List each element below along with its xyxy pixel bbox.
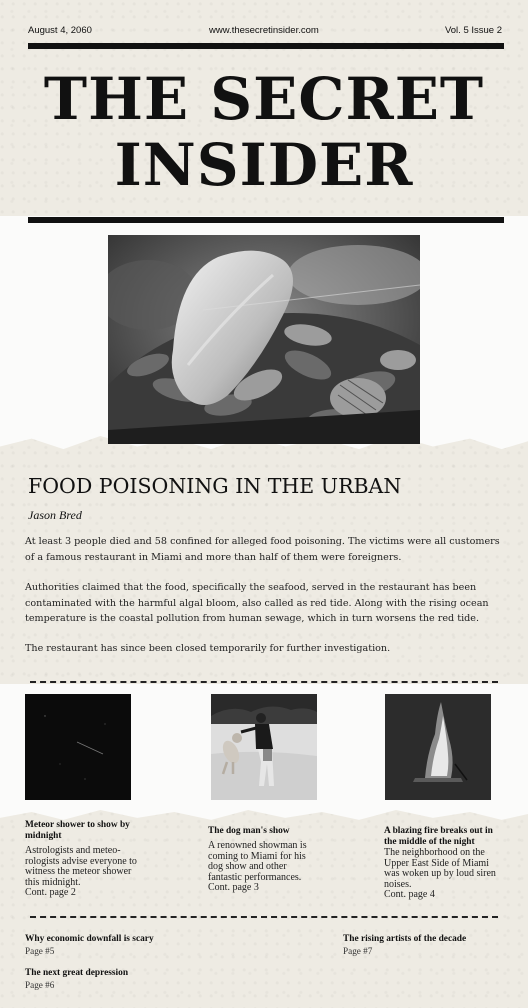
- teaser-page: Page #5: [25, 946, 55, 956]
- article-paragraph-2: Authorities claimed that the food, specifically the seafood, served in the restaurant has been contaminated with the harmful algal bloom, also called as red tide. Along with the rising ocean temperature is the coastal pollution from human sewage, which in turn worsens the red tide.: [25, 582, 489, 624]
- masthead-rule-bottom: [28, 217, 504, 223]
- story-meteor[interactable]: [25, 820, 143, 899]
- article-headline: FOOD POISONING IN THE URBAN: [28, 474, 402, 498]
- teaser-title: Why economic downfall is scary: [25, 934, 154, 944]
- masthead-rule-top: [28, 43, 504, 49]
- website-link[interactable]: www.thesecretinsider.com: [209, 25, 319, 36]
- story-dog-man[interactable]: [208, 826, 318, 894]
- seafood-boil-photo: [108, 235, 420, 444]
- issue-number: Vol. 5 Issue 2: [444, 25, 502, 36]
- story-continued: Cont. page 2: [25, 887, 76, 898]
- masthead: [0, 66, 528, 198]
- teaser-page: Page #7: [343, 946, 373, 956]
- masthead-line-1: THE SECRET: [43, 65, 485, 133]
- fire-photo[interactable]: [385, 694, 491, 800]
- dog-and-man-photo[interactable]: [211, 694, 317, 800]
- teaser-title: The next great depression: [25, 968, 129, 978]
- teaser-economic-downfall[interactable]: [25, 933, 154, 957]
- issue-date: August 4, 2060: [28, 25, 92, 36]
- teaser-rising-artists[interactable]: [343, 933, 466, 957]
- teaser-page: Page #6: [25, 980, 55, 990]
- story-continued: Cont. page 4: [384, 889, 435, 900]
- story-body: A renowned showman is coming to Miami for his dog show and other fantastic performances.: [208, 840, 307, 883]
- story-title: The dog man's show: [208, 826, 290, 836]
- section-divider: [30, 916, 498, 918]
- section-divider: [30, 681, 498, 683]
- story-body: Astrologists and meteo-rologists advise everyone to witness the meteor shower this midnight.: [25, 845, 137, 888]
- header-bar: [28, 25, 502, 39]
- masthead-line-2: INSIDER: [114, 131, 414, 199]
- article-paragraph-1: At least 3 people died and 58 confined for alleged food poisoning. The victims were all customers of a famous restaurant in Miami and more than half of them were foreigners.: [25, 536, 500, 563]
- article-author: Jason Bred: [28, 508, 82, 522]
- story-body: The neighborhood on the Upper East Side of Miami was woken up by loud siren noises.: [384, 847, 496, 890]
- article-paragraph-3: The restaurant has since been closed temporarily for further investigation.: [25, 643, 391, 654]
- story-title: Meteor shower to show by midnight: [25, 820, 130, 841]
- teaser-great-depression[interactable]: [25, 967, 128, 991]
- story-continued: Cont. page 3: [208, 882, 259, 893]
- night-sky-photo[interactable]: [25, 694, 131, 800]
- story-title: A blazing fire breaks out in the middle of the night: [384, 826, 493, 847]
- story-fire[interactable]: [384, 826, 506, 901]
- teaser-title: The rising artists of the decade: [343, 934, 467, 944]
